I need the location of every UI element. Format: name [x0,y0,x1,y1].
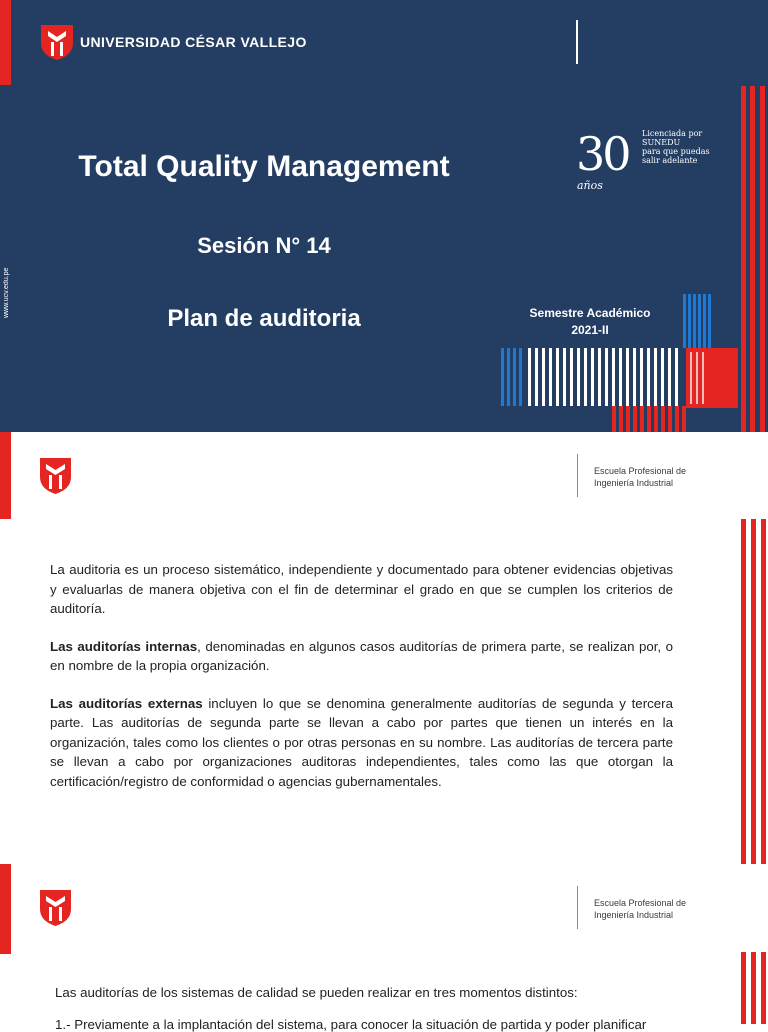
school-line-1: Escuela Profesional de [594,466,687,476]
session-number: Sesión N° 14 [197,233,331,258]
school-name [594,897,686,921]
decorative-stripes [738,952,768,1024]
university-name: UNIVERSIDAD CÉSAR VALLEJO [80,34,307,50]
paragraph-internal-audits [50,637,673,676]
school-line-2: Ingeniería Industrial [594,478,674,488]
content-slide-definitions [0,432,768,864]
title-slide [0,0,768,432]
session-topic: Plan de auditoria [167,305,361,332]
website-url: www.ucv.edu.pe [3,267,10,319]
anniversary-word: años [577,179,603,192]
semester-value: 2021-II [571,323,609,337]
header-divider [577,454,578,497]
internal-audits-text: , denominadas en algunos casos auditorías de primera parte, se realizan por, o en nombre de la propia organización. [50,638,673,673]
semester-block [505,305,675,339]
license-line: para que puedas [642,147,710,156]
semester-label: Semestre Académico [529,306,651,320]
paragraph-definition: La auditoria es un proceso sistemático, independiente y documentado para obtener evidencias objetivas y evaluarlas de manera objetiva con el fin de determinar el grado en que se cumplen los criterios de auditoría. [50,562,673,616]
license-line: Licenciada por [642,129,703,138]
ucv-shield-logo-icon [39,889,72,927]
list-item-partial: 1.- Previamente a la implantación del sistema, para conocer la situación de partida y poder planificar [55,1017,647,1032]
ucv-shield-logo-icon [39,457,72,495]
red-accent-bar [0,864,11,954]
slide-body [50,560,673,809]
term-external-audits: Las auditorías externas [50,695,203,711]
external-audits-text: incluyen lo que se denomina generalmente auditorías de segunda y tercera parte. Las auditorías de segunda parte se llevan a cabo por partes que tienen un interés en la organización, tales como los clientes o por otras personas en su nombre. Las auditorías de tercera parte se llevan a cabo por organizaciones auditoras independientes, tales como las que otorgan la certificación/registro de conformidad o agencias gubernamentales. [50,695,673,789]
header-divider [577,886,578,929]
school-line-2: Ingeniería Industrial [594,910,674,920]
presentation-title: Total Quality Management [78,150,450,183]
school-line-1: Escuela Profesional de [594,898,687,908]
anniversary-number: 30 [576,127,629,181]
content-slide-moments [0,864,768,1032]
license-line: salir adelante [642,156,698,165]
paragraph-audit-moments: Las auditorías de los sistemas de calidad se pueden realizar en tres momentos distintos: [55,985,578,1000]
decorative-stripes [738,519,768,864]
term-internal-audits: Las auditorías internas [50,638,198,654]
license-line: SUNEDU [642,138,681,147]
red-accent-bar [0,432,11,519]
paragraph-external-audits [50,694,673,792]
school-name [594,465,686,489]
decorative-stripes [0,0,768,432]
